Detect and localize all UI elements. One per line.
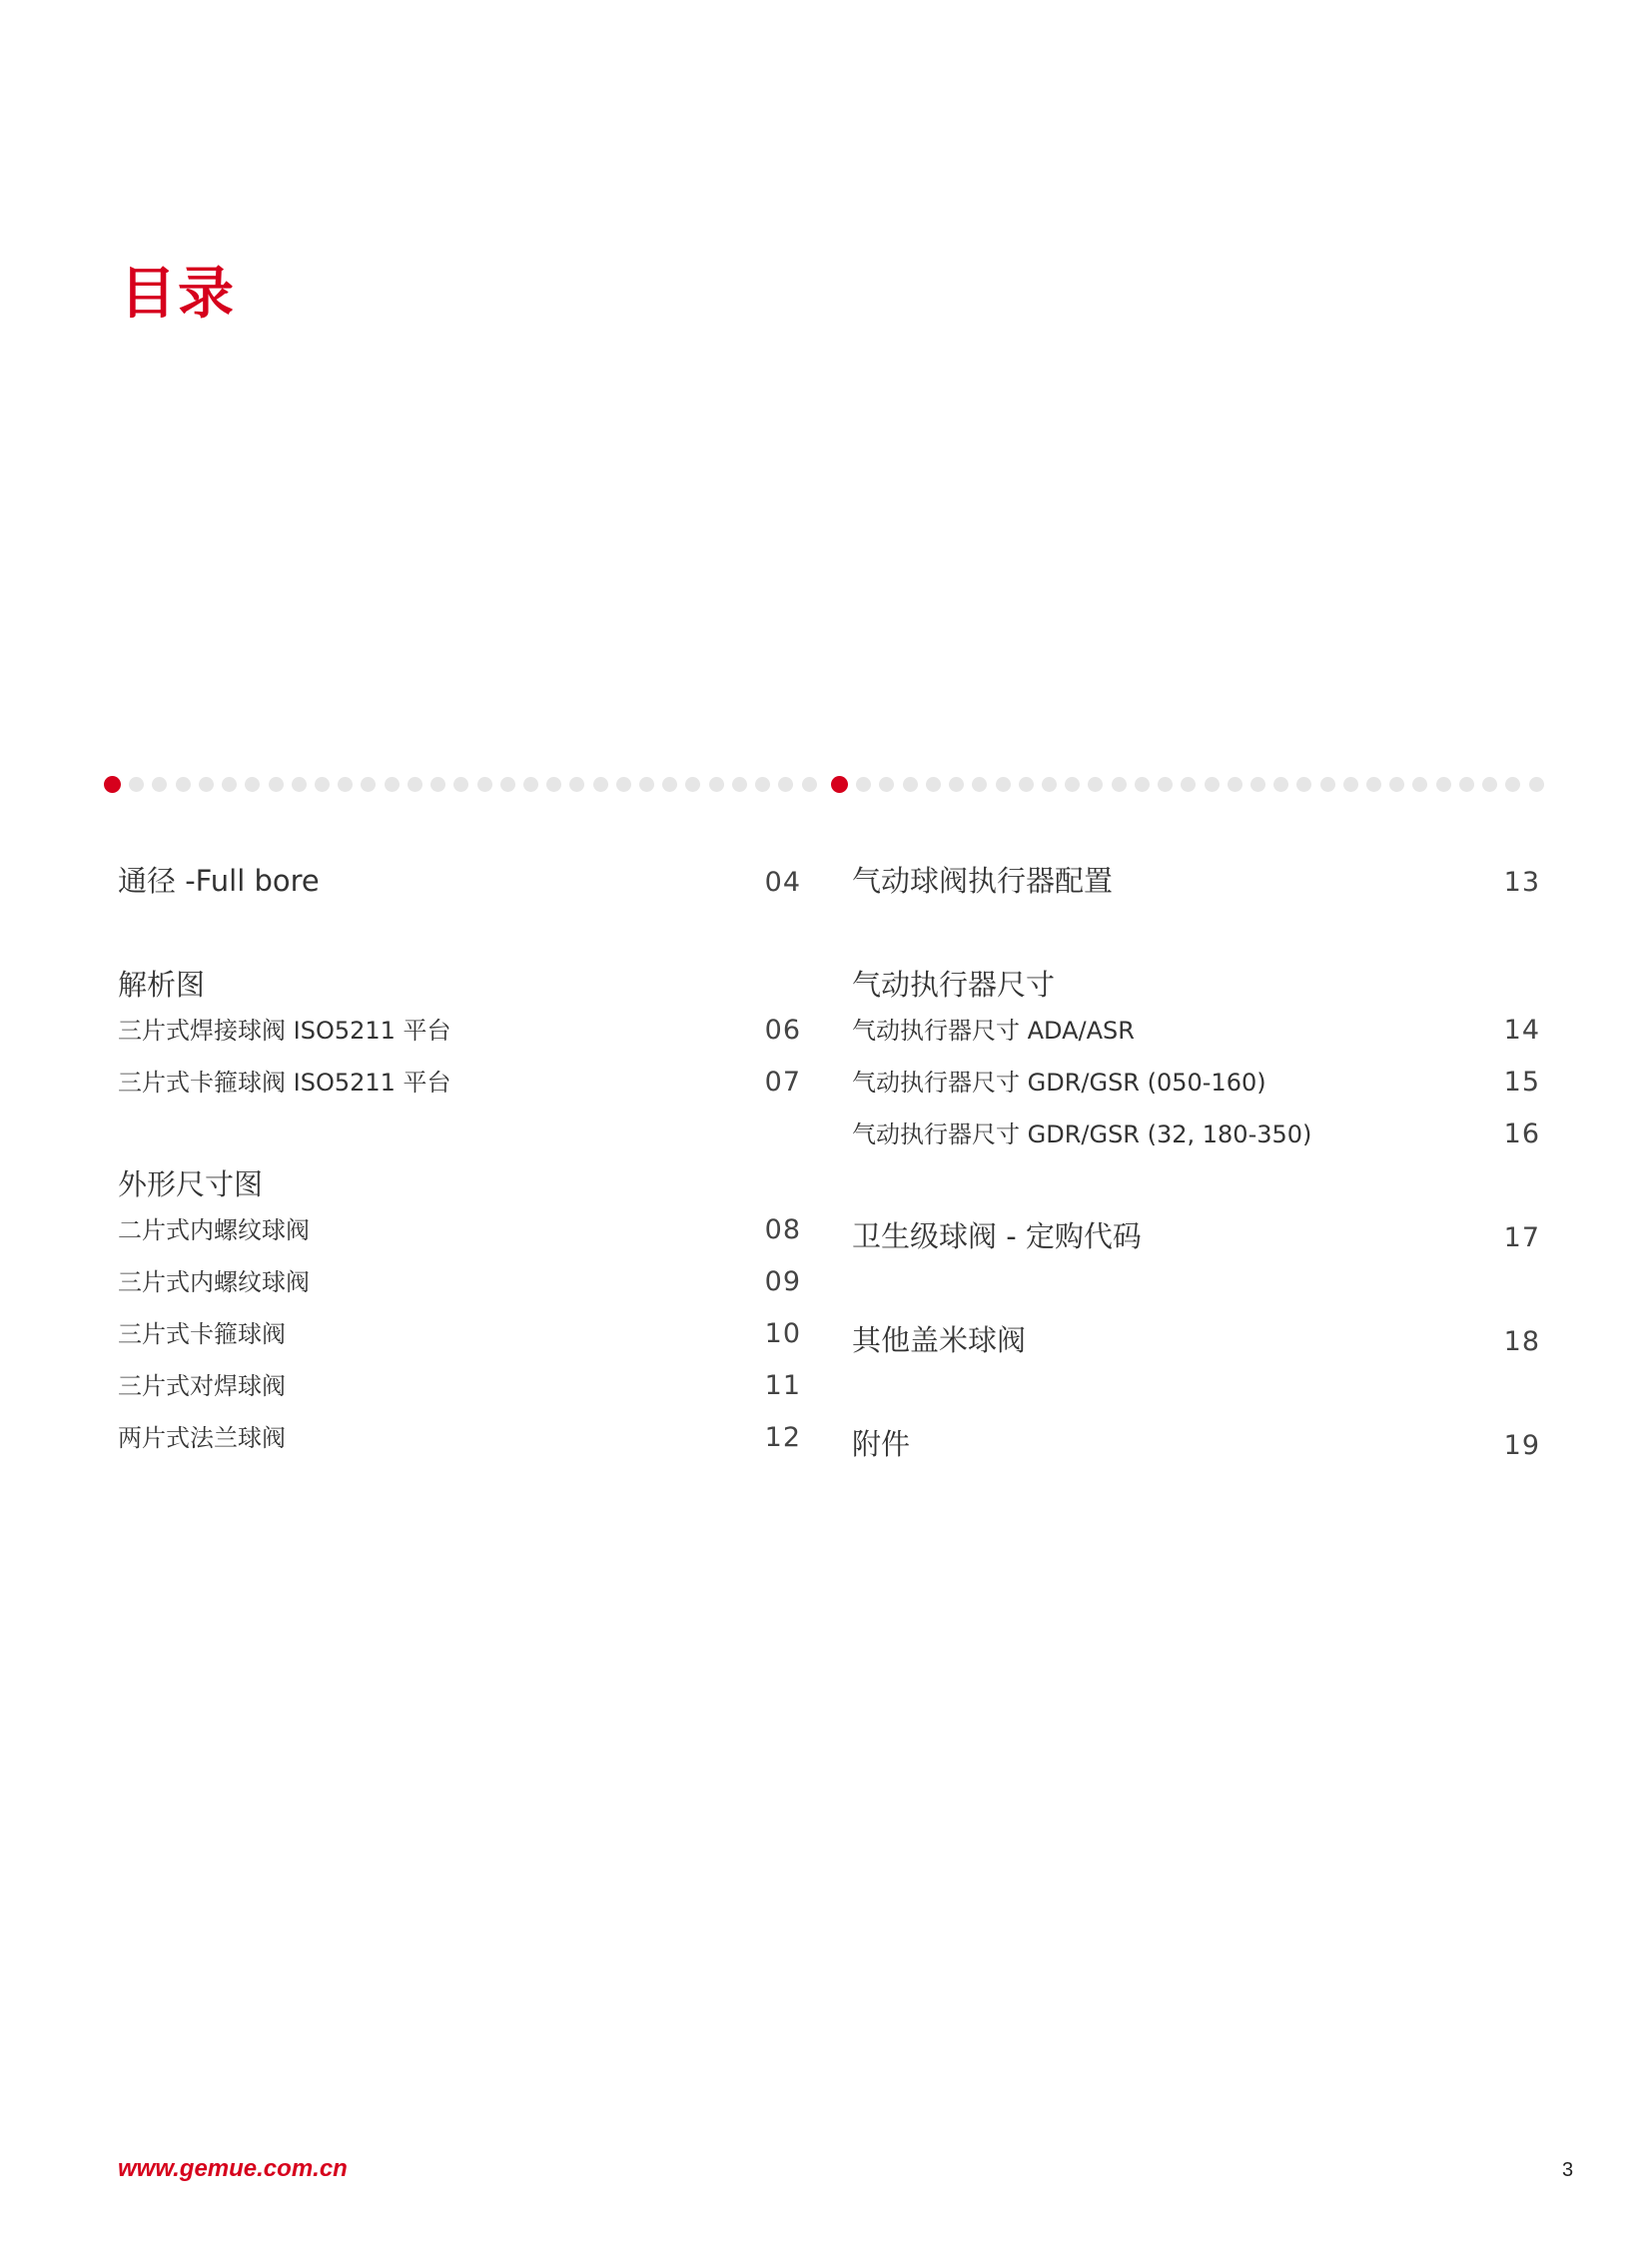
toc-entry[interactable] bbox=[118, 1418, 801, 1462]
toc-entry-label: 通径 -Full bore bbox=[118, 864, 320, 898]
divider-dot bbox=[778, 777, 793, 792]
toc-entry-label: 卫生级球阀 - 定购代码 bbox=[852, 1219, 1142, 1253]
divider-dot bbox=[269, 777, 284, 792]
divider-dot bbox=[1505, 777, 1520, 792]
toc-entry[interactable] bbox=[118, 1262, 801, 1306]
divider-dot bbox=[1436, 777, 1451, 792]
toc-entry-page: 12 bbox=[764, 1422, 801, 1453]
divider-dot bbox=[593, 777, 608, 792]
divider-dot bbox=[755, 777, 770, 792]
divider-dot bbox=[222, 777, 237, 792]
toc-entry-page: 04 bbox=[764, 867, 801, 898]
toc-entry-accessories[interactable] bbox=[852, 1422, 1540, 1462]
toc-entry-page: 08 bbox=[764, 1214, 801, 1245]
toc-entry-label: 三片式卡箍球阀 ISO5211 平台 bbox=[118, 1069, 451, 1097]
dot-divider-right bbox=[831, 774, 1544, 794]
toc-group-actuator-dimensions bbox=[852, 963, 1540, 1158]
divider-dot bbox=[292, 777, 307, 792]
divider-dot bbox=[500, 777, 515, 792]
divider-dot bbox=[1042, 777, 1057, 792]
page-number: 3 bbox=[1562, 2159, 1574, 2181]
toc-entry-label: 三片式焊接球阀 ISO5211 平台 bbox=[118, 1017, 451, 1045]
toc-entry[interactable] bbox=[118, 1210, 801, 1254]
footer-website-link[interactable]: www.gemue.com.cn bbox=[118, 2155, 348, 2182]
toc-entry-page: 14 bbox=[1503, 1015, 1540, 1046]
toc-entry-page: 15 bbox=[1503, 1067, 1540, 1098]
divider-dot bbox=[315, 777, 330, 792]
divider-dot bbox=[1366, 777, 1381, 792]
divider-dot bbox=[903, 777, 918, 792]
dot-divider-left bbox=[104, 774, 817, 794]
toc-entry-page: 09 bbox=[764, 1266, 801, 1297]
divider-dot bbox=[569, 777, 584, 792]
divider-dot bbox=[338, 777, 353, 792]
divider-dot bbox=[361, 777, 376, 792]
divider-dot bbox=[1296, 777, 1311, 792]
toc-entry-label: 附件 bbox=[852, 1427, 911, 1461]
divider-dot bbox=[972, 777, 987, 792]
divider-dot bbox=[1412, 777, 1427, 792]
divider-dot bbox=[453, 777, 468, 792]
toc-entry-hygienic-order-codes[interactable] bbox=[852, 1214, 1540, 1254]
toc-entry[interactable] bbox=[852, 1063, 1540, 1107]
divider-dot bbox=[245, 777, 260, 792]
divider-dot bbox=[616, 777, 631, 792]
divider-dot bbox=[926, 777, 941, 792]
toc-entry[interactable] bbox=[118, 1366, 801, 1410]
divider-dot bbox=[1273, 777, 1288, 792]
divider-dot bbox=[639, 777, 654, 792]
divider-dot bbox=[1088, 777, 1103, 792]
divider-dot bbox=[1250, 777, 1265, 792]
divider-dot bbox=[1135, 777, 1150, 792]
accent-dot bbox=[831, 776, 848, 793]
divider-dot bbox=[1320, 777, 1335, 792]
toc-entry-page: 17 bbox=[1503, 1222, 1540, 1253]
divider-dot bbox=[385, 777, 400, 792]
toc-group-heading: 气动执行器尺寸 bbox=[852, 968, 1056, 1002]
divider-dot bbox=[408, 777, 422, 792]
divider-dot bbox=[1181, 777, 1196, 792]
divider-dot bbox=[546, 777, 561, 792]
toc-entry-label: 气动执行器尺寸 GDR/GSR (32, 180-350) bbox=[852, 1121, 1312, 1148]
divider-dot bbox=[1389, 777, 1404, 792]
divider-dot bbox=[879, 777, 894, 792]
toc-column-right bbox=[852, 859, 1540, 1526]
divider-dot bbox=[662, 777, 677, 792]
toc-entry-page: 11 bbox=[764, 1370, 801, 1401]
toc-entry-page: 19 bbox=[1503, 1430, 1540, 1461]
toc-entry-label: 两片式法兰球阀 bbox=[118, 1424, 286, 1452]
divider-dot bbox=[477, 777, 492, 792]
toc-entry-actuator-config[interactable] bbox=[852, 859, 1540, 899]
toc-entry-page: 18 bbox=[1503, 1326, 1540, 1357]
divider-dot bbox=[732, 777, 747, 792]
toc-group-exploded-view bbox=[118, 963, 801, 1107]
toc-entry-label: 气动执行器尺寸 ADA/ASR bbox=[852, 1017, 1135, 1045]
toc-column-left bbox=[118, 859, 801, 1462]
divider-dot bbox=[1228, 777, 1242, 792]
divider-dot bbox=[1343, 777, 1358, 792]
toc-entry[interactable] bbox=[852, 1011, 1540, 1055]
divider-dot bbox=[1112, 777, 1127, 792]
divider-dot bbox=[1205, 777, 1220, 792]
divider-dot bbox=[802, 777, 817, 792]
divider-dot bbox=[129, 777, 144, 792]
toc-group-heading: 解析图 bbox=[118, 968, 206, 1002]
toc-entry-page: 06 bbox=[764, 1015, 801, 1046]
divider-dot bbox=[709, 777, 724, 792]
toc-entry-label: 二片式内螺纹球阀 bbox=[118, 1216, 310, 1244]
divider-dot bbox=[176, 777, 191, 792]
toc-entry[interactable] bbox=[852, 1115, 1540, 1158]
divider-dot bbox=[1019, 777, 1034, 792]
spacer bbox=[852, 1158, 1540, 1214]
toc-entry[interactable] bbox=[118, 1011, 801, 1055]
toc-entry-label: 三片式卡箍球阀 bbox=[118, 1320, 286, 1348]
toc-group-heading: 外形尺寸图 bbox=[118, 1167, 264, 1201]
divider-dot bbox=[1482, 777, 1497, 792]
toc-entry-label: 气动执行器尺寸 GDR/GSR (050-160) bbox=[852, 1069, 1266, 1097]
toc-entry[interactable] bbox=[118, 1314, 801, 1358]
toc-entry-label: 其他盖米球阀 bbox=[852, 1323, 1027, 1357]
divider-dot bbox=[1459, 777, 1474, 792]
divider-dot bbox=[523, 777, 538, 792]
divider-dot bbox=[152, 777, 167, 792]
toc-entry-page: 16 bbox=[1503, 1119, 1540, 1149]
divider-dot bbox=[199, 777, 214, 792]
divider-dot bbox=[1158, 777, 1173, 792]
toc-entry-label: 三片式对焊球阀 bbox=[118, 1372, 286, 1400]
toc-entry-label: 气动球阀执行器配置 bbox=[852, 864, 1114, 898]
accent-dot bbox=[104, 776, 121, 793]
divider-dot bbox=[949, 777, 964, 792]
divider-dot bbox=[1065, 777, 1080, 792]
toc-entry-page: 13 bbox=[1503, 867, 1540, 898]
divider-dot bbox=[996, 777, 1011, 792]
toc-entry-page: 10 bbox=[764, 1318, 801, 1349]
toc-entry[interactable] bbox=[118, 1063, 801, 1107]
divider-dot bbox=[1529, 777, 1544, 792]
spacer bbox=[118, 1107, 801, 1162]
toc-entry-other-ball-valves[interactable] bbox=[852, 1318, 1540, 1358]
page-title: 目录 bbox=[120, 262, 236, 327]
divider-dot bbox=[856, 777, 871, 792]
toc-entry-full-bore[interactable] bbox=[118, 859, 801, 899]
toc-entry-label: 三片式内螺纹球阀 bbox=[118, 1268, 310, 1296]
divider-dot bbox=[685, 777, 700, 792]
divider-dot bbox=[430, 777, 445, 792]
toc-entry-page: 07 bbox=[764, 1067, 801, 1098]
toc-group-dimension-drawings bbox=[118, 1162, 801, 1462]
